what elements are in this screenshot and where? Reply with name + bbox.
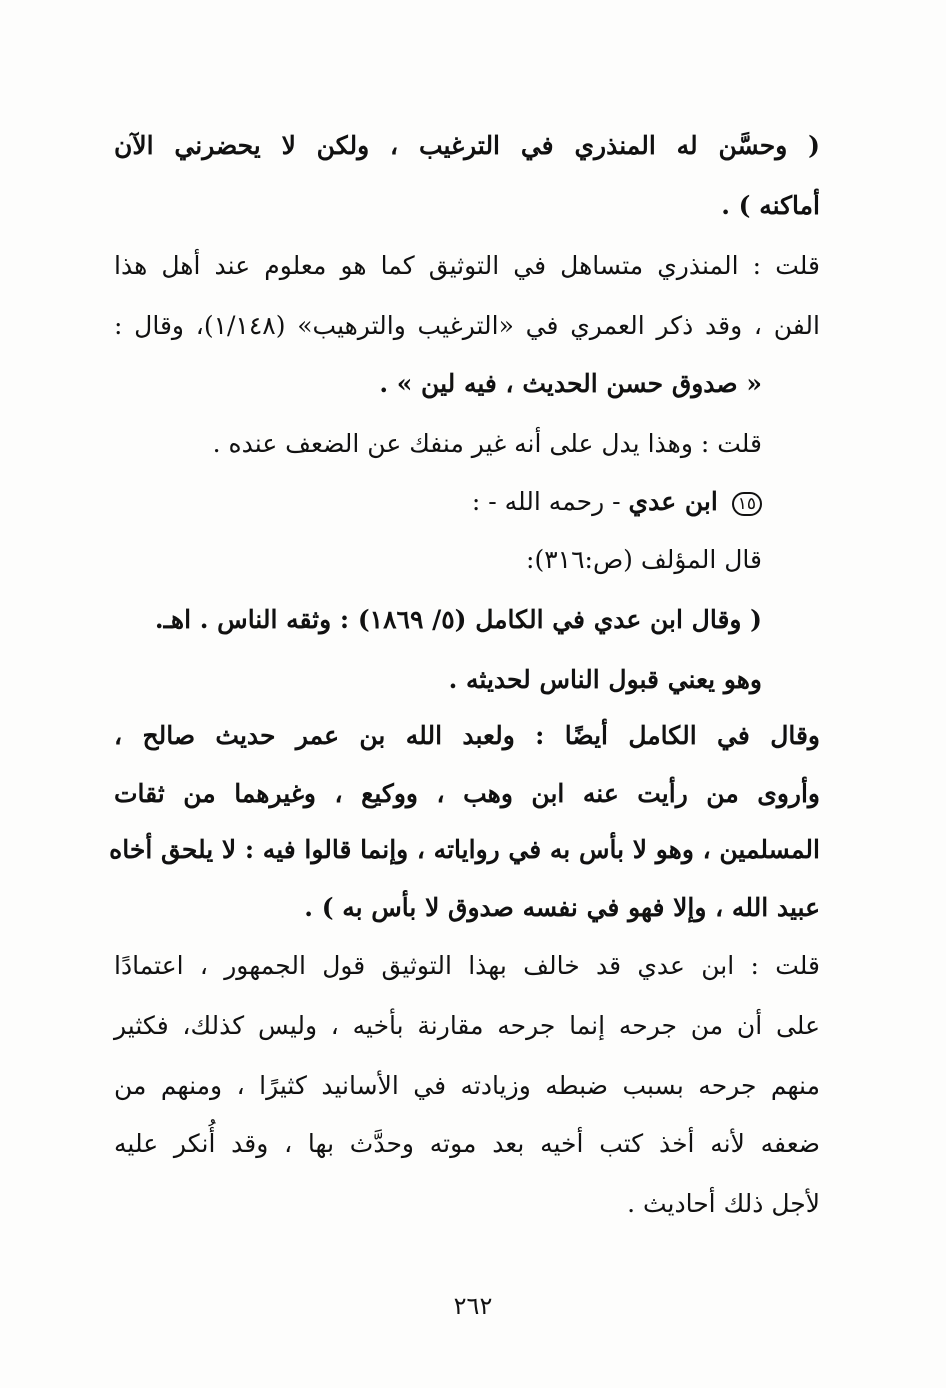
text-line-14: المسلمين ، وهو لا بأس به في رواياته ، وإنما قالوا فيه : لا يلحق أخاه <box>109 835 820 864</box>
text-line-2: أماكنه ) . <box>721 191 820 220</box>
text-line-17: على أن من جرحه إنما جرحه مقارنة بأخيه ، وليس كذلك، فكثير <box>114 1011 820 1040</box>
text-line-13: وأروى من رأيت عنه ابن وهب ، ووكيع ، وغيرهما من ثقات <box>114 779 820 808</box>
text-line-6: قلت : وهذا يدل على أنه غير منفك عن الضعف عنده . <box>212 429 762 458</box>
text-line-19: ضعفه لأنه أخذ كتب أخيه بعد موته وحدَّث بها ، وقد أُنكر عليه <box>114 1129 820 1158</box>
text-line-12: وقال في الكامل أيضًا : ولعبد الله بن عمر حديث صالح ، <box>114 721 820 750</box>
entry-heading-suffix: - رحمه الله - : <box>471 487 621 516</box>
page-number: ٢٦٢ <box>453 1292 493 1320</box>
entry-heading <box>472 482 762 522</box>
text-line-4: الفن ، وقد ذكر العمري في «الترغيب والترهيب» (١/١٤٨)، وقال : <box>114 311 820 340</box>
text-line-16: قلت : ابن عدي قد خالف بهذا التوثيق قول الجمهور ، اعتمادًا <box>114 951 820 980</box>
entry-name: ابن عدي <box>628 487 718 516</box>
text-line-11: وهو يعني قبول الناس لحديثه . <box>448 665 762 694</box>
text-line-20: لأجل ذلك أحاديث . <box>627 1189 820 1218</box>
text-line-1: ( وحسَّن له المنذري في الترغيب ، ولكن لا يحضرني الآن <box>114 131 820 160</box>
text-line-9: قال المؤلف (ص:٣١٦): <box>526 545 762 574</box>
text-line-18: منهم جرحه بسبب ضبطه وزيادته في الأسانيد كثيرًا ، ومنهم من <box>114 1071 820 1100</box>
entry-number-badge: ١٥ <box>732 492 762 516</box>
text-line-15: عبيد الله ، وإلا فهو في نفسه صدوق لا بأس به ) . <box>304 893 820 922</box>
text-line-10: ( وقال ابن عدي في الكامل (٥/ ١٨٦٩) : وثقه الناس . اهـ. <box>154 605 762 634</box>
text-line-5: « صدوق حسن الحديث ، فيه لين » . <box>379 369 762 398</box>
text-line-3: قلت : المنذري متساهل في التوثيق كما هو معلوم عند أهل هذا <box>114 251 820 280</box>
